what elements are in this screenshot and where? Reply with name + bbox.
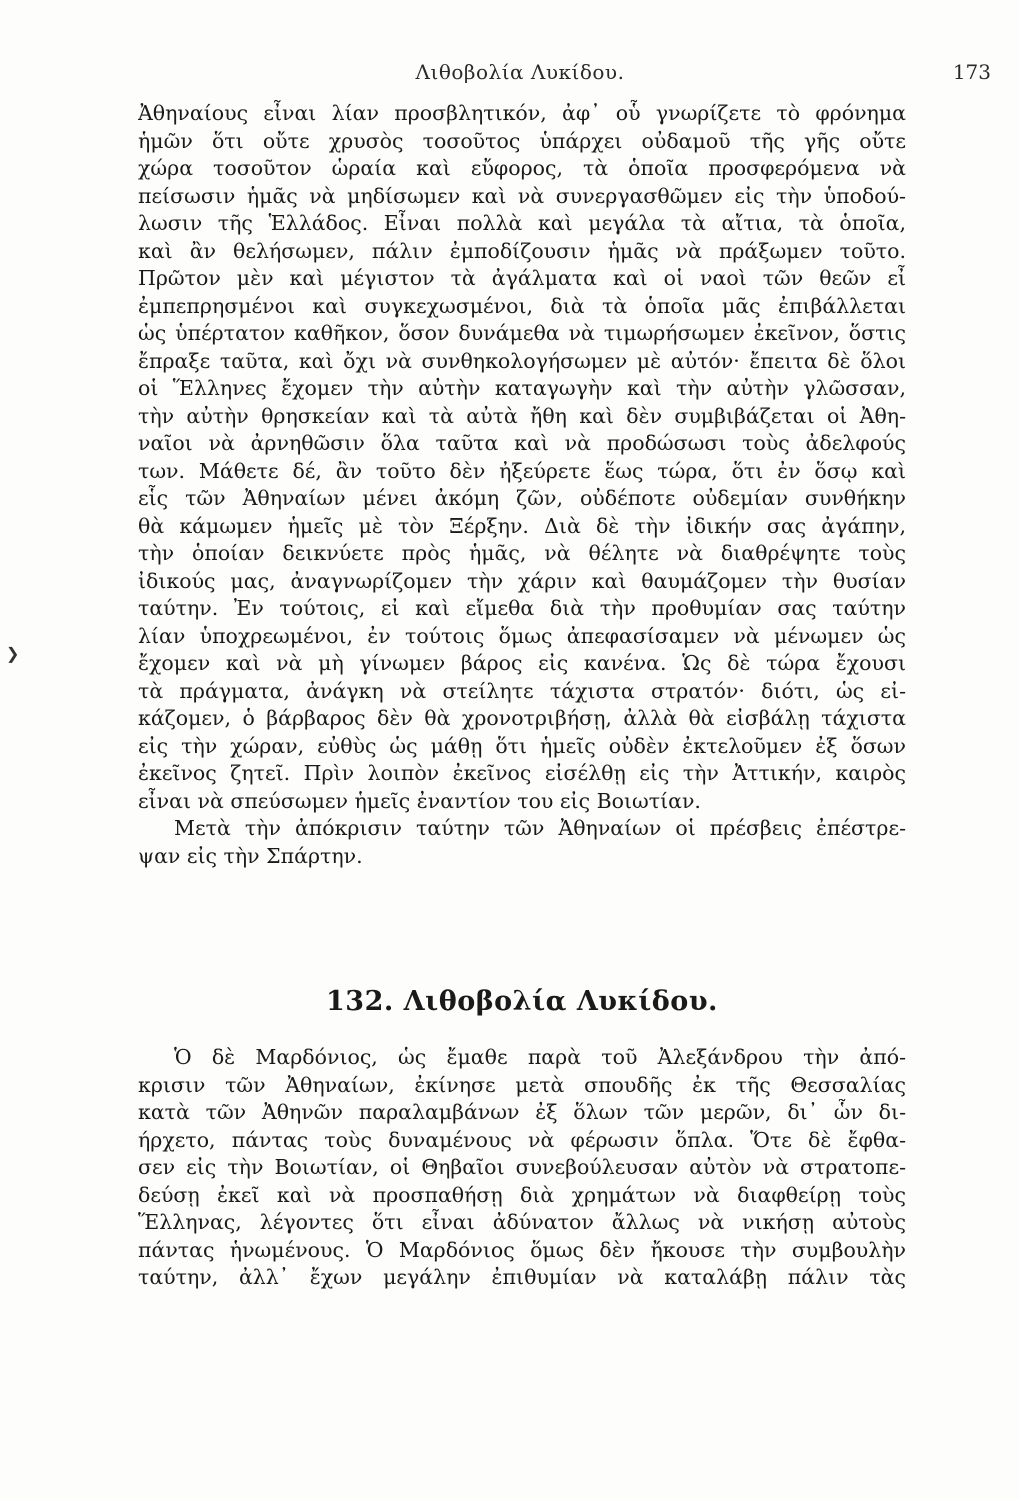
text-line: καὶ ἂν θελήσωμεν, πάλιν ἐμποδίζουσιν ἡμᾶς νὰ πράξωμεν τοῦτο. [138,238,906,263]
text-line: Πρῶτον μὲν καὶ μέγιστον τὰ ἀγάλματα καὶ οἱ ναοὶ τῶν θεῶν εἶ [138,266,906,290]
text-line: πείσωσιν ἡμᾶς νὰ μηδίσωμεν καὶ νὰ συνεργασθῶμεν εἰς τὴν ὑποδού- [138,183,906,208]
text-line: κάζομεν, ὁ βάρβαρος δὲν θὰ χρονοτριβήσῃ, ἀλλὰ θὰ εἰσβάλῃ τάχιστα [138,706,906,730]
text-line: ἰδικούς μας, ἀναγνωρίζομεν τὴν χάριν καὶ θαυμάζομεν τὴν θυσίαν [138,568,906,593]
text-line: Ὁ δὲ Μαρδόνιος, ὡς ἔμαθε παρὰ τοῦ Ἀλεξάνδρου τὴν ἀπό- [174,1045,906,1069]
text-line: εἰς τὴν χώραν, εὐθὺς ὡς μάθῃ ὅτι ἡμεῖς οὐδὲν ἐκτελοῦμεν ἐξ ὅσων [138,733,906,758]
text-line: των. Μάθετε δέ, ἂν τοῦτο δὲν ἠξεύρετε ἕως τώρα, ὅτι ἐν ὅσῳ καὶ [138,458,906,483]
text-line: ἡμῶν ὅτι οὔτε χρυσὸς τοσοῦτος ὑπάρχει οὐδαμοῦ τῆς γῆς οὔτε [138,128,906,153]
running-title: Λιθοβολία Λυκίδου. [415,60,625,84]
text-line: δεύσῃ ἐκεῖ καὶ νὰ προσπαθήσῃ διὰ χρημάτων νὰ διαφθείρῃ τοὺς [138,1182,906,1207]
text-line: λίαν ὑποχρεωμένοι, ἐν τούτοις ὅμως ἀπεφασίσαμεν νὰ μένωμεν ὡς [138,623,906,648]
text-line: ταύτην, ἀλλ᾽ ἔχων μεγάλην ἐπιθυμίαν νὰ καταλάβῃ πάλιν τὰς [138,1265,906,1289]
running-head [0,58,1019,88]
margin-mark: ❯ [6,644,20,663]
text-line: λωσιν τῆς Ἑλλάδος. Εἶναι πολλὰ καὶ μεγάλα τὰ αἴτια, τὰ ὁποῖα, [138,211,906,235]
text-line: Ἕλληνας, λέγοντες ὅτι εἶναι ἀδύνατον ἄλλως νὰ νικήσῃ αὐτοὺς [138,1210,906,1234]
paragraph [138,1044,906,1292]
text-line: ἐκεῖνος ζητεῖ. Πρὶν λοιπὸν ἐκεῖνος εἰσέλθῃ εἰς τὴν Ἀττικήν, καιρὸς [138,761,906,785]
text-line: εἷς τῶν Ἀθηναίων μένει ἀκόμη ζῶν, οὐδέποτε οὐδεμίαν συνθήκην [138,486,906,510]
text-line: ψαν εἰς τὴν Σπάρτην. [138,843,363,868]
body-text-upper [138,100,906,870]
text-line: ὡς ὑπέρτατον καθῆκον, ὅσον δυνάμεθα νὰ τιμωρήσωμεν ἐκεῖνον, ὅστις [138,321,906,345]
text-line: εἶναι νὰ σπεύσωμεν ἡμεῖς ἐναντίον του εἰς Βοιωτίαν. [138,788,701,813]
text-line: Μετὰ τὴν ἀπόκρισιν ταύτην τῶν Ἀθηναίων οἱ πρέσβεις ἐπέστρε- [174,816,906,840]
text-line: τὰ πράγματα, ἀνάγκη νὰ στείλητε τάχιστα στρατόν· διότι, ὡς εἰ- [138,678,906,703]
text-line: Ἀθηναίους εἶναι λίαν προσβλητικόν, ἀφ᾽ οὗ γνωρίζετε τὸ φρόνημα [138,101,906,125]
text-line: ναῖοι νὰ ἀρνηθῶσιν ὅλα ταῦτα καὶ νὰ προδώσωσι τοὺς ἀδελφούς [138,431,906,455]
paragraph [138,815,906,870]
page-number: 173 [952,60,991,84]
text-line: πάντας ἡνωμένους. Ὁ Μαρδόνιος ὅμως δὲν ἤκουσε τὴν συμβουλὴν [138,1237,906,1262]
text-line: ταύτην. Ἐν τούτοις, εἰ καὶ εἴμεθα διὰ τὴν προθυμίαν σας ταύτην [138,596,906,620]
body-text-lower [138,1044,906,1292]
text-line: ἔπραξε ταῦτα, καὶ ὄχι νὰ συνθηκολογήσωμεν μὲ αὐτόν· ἔπειτα δὲ ὅλοι [138,348,906,373]
text-line: σεν εἰς τὴν Βοιωτίαν, οἱ Θηβαῖοι συνεβούλευσαν αὐτὸν νὰ στρατοπε- [138,1155,906,1179]
text-line: ἐμπεπρησμένοι καὶ συγκεχωσμένοι, διὰ τὰ ὁποῖα μᾶς ἐπιβάλλεται [138,293,906,318]
text-line: κατὰ τῶν Ἀθηνῶν παραλαμβάνων ἐξ ὅλων τῶν μερῶν, δι᾽ ὧν δι- [138,1100,906,1124]
text-line: κρισιν τῶν Ἀθηναίων, ἐκίνησε μετὰ σπουδῆς ἐκ τῆς Θεσσαλίας [138,1072,906,1097]
text-line: τὴν αὐτὴν θρησκείαν καὶ τὰ αὐτὰ ἤθη καὶ δὲν συμβιβάζεται οἱ Ἀθη- [138,403,906,428]
paragraph [138,100,906,815]
text-line: ἔχομεν καὶ νὰ μὴ γίνωμεν βάρος εἰς κανένα. Ὡς δὲ τώρα ἔχουσι [138,651,906,675]
text-line: τὴν ὁποίαν δεικνύετε πρὸς ἡμᾶς, νὰ θέλητε νὰ διαθρέψητε τοὺς [138,541,906,565]
text-line: ήρχετο, πάντας τοὺς δυναμένους νὰ φέρωσιν ὅπλα. Ὅτε δὲ ἔφθα- [138,1127,906,1152]
text-line: χώρα τοσοῦτον ὡραία καὶ εὔφορος, τὰ ὁποῖα προσφερόμενα νὰ [138,156,906,180]
text-line: οἱ Ἕλληνες ἔχομεν τὴν αὐτὴν καταγωγὴν καὶ τὴν αὐτὴν γλῶσσαν, [138,376,906,400]
section-heading: 132. Λιθοβολία Λυκίδου. [326,986,718,1017]
text-line: θὰ κάμωμεν ἡμεῖς μὲ τὸν Ξέρξην. Διὰ δὲ τὴν ἰδικήν σας ἀγάπην, [138,513,906,538]
